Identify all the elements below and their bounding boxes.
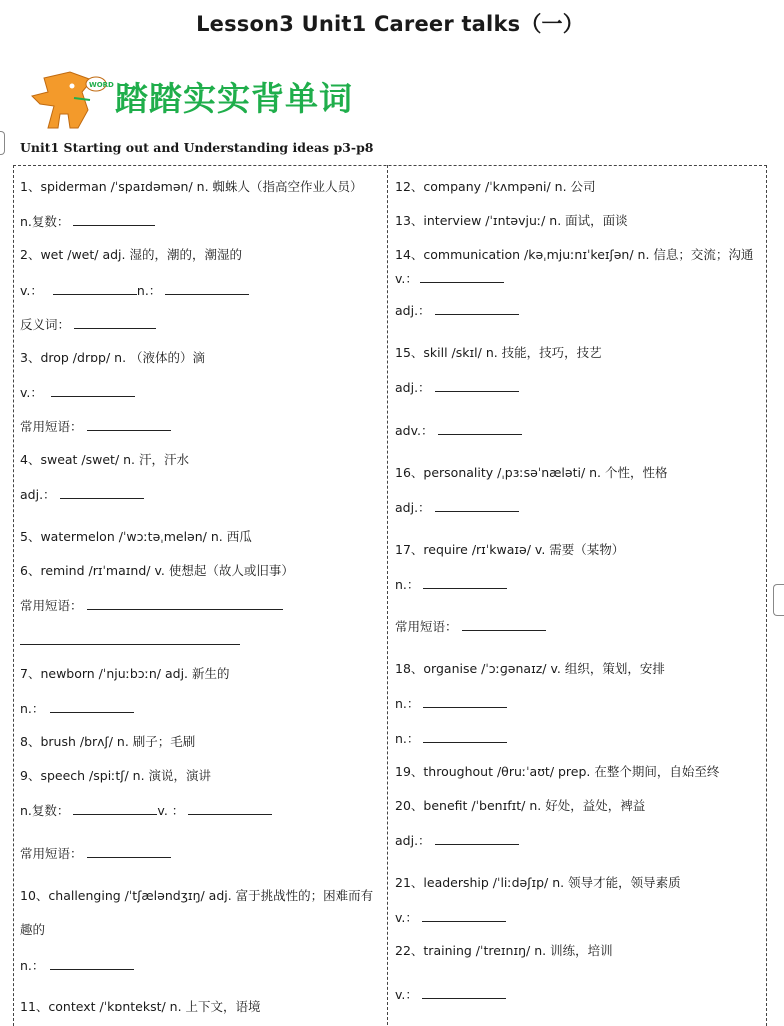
answer-blank[interactable] [51,384,135,397]
answer-blank[interactable] [20,632,240,645]
exercise-line: v.： [395,270,504,287]
vocab-entry: 20、benefit /ˈbenɪfɪt/ n. 好处，益处，裨益 [395,798,646,813]
vocab-entry: 1、spiderman /ˈspaɪdəmən/ n. 蜘蛛人（指高空作业人员） [20,179,363,194]
vocab-entry: 5、watermelon /ˈwɔːtəˌmelən/ n. 西瓜 [20,529,252,544]
exercise-line: adj.： [20,486,144,503]
vocab-entry: 2、wet /wet/ adj. 湿的，潮的，潮湿的 [20,247,242,262]
page-edge-marker [773,584,784,616]
vocab-entry: 12、company /ˈkʌmpəni/ n. 公司 [395,179,596,194]
brand-slogan: 踏踏实实背单词 [115,79,353,118]
vocab-entry: 16、personality /ˌpɜːsəˈnæləti/ n. 个性，性格 [395,465,668,480]
answer-blank[interactable] [423,695,507,708]
answer-blank[interactable] [87,597,283,610]
section-title: Unit1 Starting out and Understanding ideas p3-p8 [20,140,374,155]
exercise-line: 常用短语： [20,418,171,435]
answer-blank[interactable] [462,618,546,631]
vocab-entry: 17、require /rɪˈkwaɪə/ v. 需要（某物） [395,542,625,557]
answer-blank[interactable] [435,379,519,392]
answer-blank[interactable] [435,302,519,315]
answer-blank[interactable] [87,845,171,858]
vocab-entry: 8、brush /brʌʃ/ n. 刷子；毛刷 [20,734,196,749]
exercise-line: 常用短语： [395,618,546,635]
exercise-line: n.： [395,576,507,593]
vocab-entry: 11、context /ˈkɒntekst/ n. 上下文，语境 [20,999,261,1014]
vocab-entry: 9、speech /spiːtʃ/ n. 演说，演讲 [20,768,212,783]
exercise-line: adv.： [395,422,522,439]
exercise-line: 常用短语： [20,845,171,862]
answer-blank[interactable] [420,270,504,283]
exercise-line: 反义词： [20,316,156,333]
exercise-line: n.复数： [20,213,155,230]
answer-blank[interactable] [50,700,134,713]
answer-blank[interactable] [74,316,156,329]
answer-blank[interactable] [53,282,137,295]
vocab-entry: 19、throughout /θruːˈaʊt/ prep. 在整个期间，自始至终 [395,764,720,779]
exercise-line: adj.： [395,499,519,516]
exercise-line: n.： [395,730,507,747]
exercise-line: adj.： [395,379,519,396]
exercise-line: n.： [20,957,134,974]
exercise-line: v.： [20,384,135,401]
vocab-entry: 15、skill /skɪl/ n. 技能，技巧，技艺 [395,345,602,360]
exercise-line: v.： [395,986,506,1003]
answer-blank[interactable] [188,802,272,815]
exercise-line: adj.： [395,302,519,319]
vocab-entry: 10、challenging /ˈtʃæləndʒɪŋ/ adj. 富于挑战性的；困难而有 [20,888,374,903]
answer-blank[interactable] [60,486,144,499]
vocab-entry: 22、training /ˈtreɪnɪŋ/ n. 训练，培训 [395,943,613,958]
exercise-line: adj.： [395,832,519,849]
exercise-line: n.： [395,695,507,712]
answer-blank[interactable] [165,282,249,295]
logo-word-label: WORD [89,81,114,89]
exercise-line: n.复数： v. ： [20,802,272,819]
column-divider [387,165,388,1025]
page-edge-marker [0,131,5,155]
vocab-entry: 13、interview /ˈɪntəvjuː/ n. 面试，面谈 [395,213,628,228]
exercise-line: v.： [395,909,506,926]
answer-blank[interactable] [423,730,507,743]
exercise-line: 常用短语： [20,597,283,614]
answer-blank[interactable] [73,802,157,815]
exercise-line: n.： [20,700,134,717]
exercise-line: v.： n.： [20,282,249,299]
page-title: Lesson3 Unit1 Career talks（一） [196,12,584,36]
answer-blank[interactable] [73,213,155,226]
vocab-entry: 21、leadership /ˈliːdəʃɪp/ n. 领导才能，领导素质 [395,875,681,890]
vocab-entry-continued: 趣的 [20,922,46,937]
vocab-entry: 3、drop /drɒp/ n. （液体的）滴 [20,350,206,365]
answer-blank[interactable] [87,418,171,431]
mascot-logo-icon [30,70,114,130]
vocab-entry: 7、newborn /ˈnjuːbɔːn/ adj. 新生的 [20,666,230,681]
exercise-line [20,632,240,649]
answer-blank[interactable] [50,957,134,970]
answer-blank[interactable] [435,832,519,845]
vocab-entry: 14、communication /kəˌmjuːnɪˈkeɪʃən/ n. 信息；交流；沟通 [395,247,754,262]
vocab-entry: 6、remind /rɪˈmaɪnd/ v. 使想起（故人或旧事） [20,563,294,578]
vocab-entry: 18、organise /ˈɔːɡənaɪz/ v. 组织，策划，安排 [395,661,665,676]
answer-blank[interactable] [422,986,506,999]
answer-blank[interactable] [422,909,506,922]
answer-blank[interactable] [438,422,522,435]
answer-blank[interactable] [423,576,507,589]
answer-blank[interactable] [435,499,519,512]
vocab-entry: 4、sweat /swet/ n. 汗，汗水 [20,452,190,467]
